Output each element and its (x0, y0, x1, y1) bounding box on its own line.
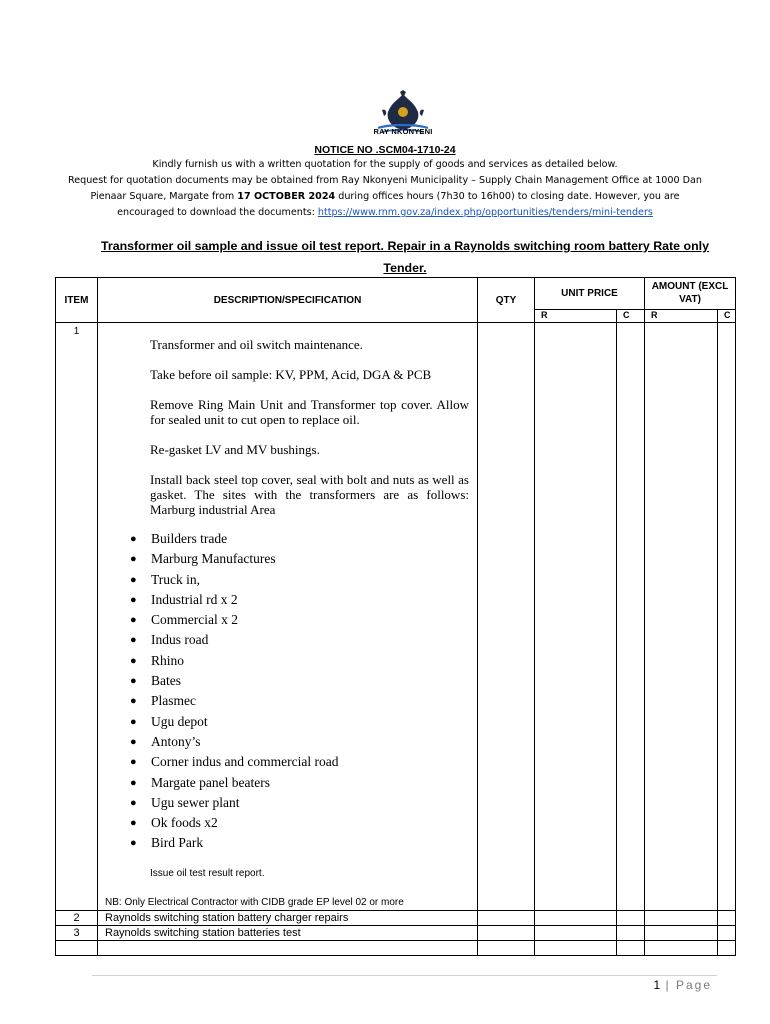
item-number (56, 941, 98, 956)
tender-title: Transformer oil sample and issue oil test report. Repair in a Raynolds switching room battery Rate only Tender. (101, 239, 709, 275)
logo-text: RAY NKONYENI (373, 127, 433, 136)
bullet-icon: ● (130, 796, 137, 809)
bullet-icon: ● (130, 695, 137, 708)
bullet-icon: ● (130, 553, 137, 566)
site-name: Builders trade (151, 531, 228, 546)
site-list-item (130, 793, 477, 813)
table-row (56, 911, 736, 926)
col-header-description: DESCRIPTION/SPECIFICATION (98, 278, 478, 323)
sub-header-cents: C (718, 309, 736, 322)
site-list-item (130, 752, 477, 772)
item-number: 1 (56, 323, 98, 911)
table-row (56, 926, 736, 941)
intro-line-1: Kindly furnish us with a written quotation for the supply of goods and services as detailed below. (152, 159, 618, 170)
site-list-item (130, 549, 477, 569)
page-label: | Page (660, 978, 712, 992)
spec-paragraph: Install back steel top cover, seal with bolt and nuts as well as gasket. The sites with the transformers are as follows: Marburg industrial Area (150, 472, 469, 517)
nb-requirement: NB: Only Electrical Contractor with CIDB grade EP level 02 or more (105, 896, 404, 908)
amount-rand-cell (645, 926, 718, 941)
site-name: Antony’s (151, 733, 201, 749)
site-name: Bates (151, 673, 181, 689)
quotation-table (55, 277, 736, 956)
qty-cell (478, 926, 535, 941)
unit-price-rand-cell (535, 926, 617, 941)
unit-price-cents-cell (617, 911, 645, 926)
intro-text: encouraged to download the documents: (117, 207, 318, 218)
sub-header-rand: R (535, 309, 617, 322)
bullet-icon: ● (130, 593, 137, 606)
tenders-link[interactable]: https://www.rnm.gov.za/index.php/opportunities/tenders/mini-tenders (317, 207, 653, 218)
spec-paragraph: Transformer and oil switch maintenance. (150, 337, 363, 352)
unit-price-rand-cell (535, 941, 617, 956)
unit-price-rand-cell (535, 911, 617, 926)
opening-date: 17 OCTOBER 2024 (237, 191, 336, 202)
site-list-item (130, 529, 477, 549)
site-name: Commercial x 2 (151, 612, 238, 628)
site-name: Industrial rd x 2 (151, 591, 238, 607)
bullet-icon: ● (130, 735, 137, 748)
item-number: 2 (56, 911, 98, 926)
bullet-icon: ● (130, 675, 137, 688)
item-number: 3 (56, 926, 98, 941)
page-number: 1 (653, 978, 661, 992)
site-name: Ugu depot (151, 713, 208, 729)
site-list-item (130, 570, 477, 590)
bullet-icon: ● (130, 614, 137, 627)
bullet-icon: ● (130, 837, 137, 850)
intro-line-4 (20, 205, 750, 221)
site-list-item (130, 651, 477, 671)
bullet-icon: ● (130, 715, 137, 728)
site-list-item (130, 630, 477, 650)
spec-paragraph: Remove Ring Main Unit and Transformer top cover. Allow for sealed unit to cut open to replace oil. (150, 397, 469, 427)
amount-rand-cell (645, 941, 718, 956)
sub-header-cents: C (617, 309, 645, 322)
qty-cell (478, 323, 535, 911)
amount-cents-cell (718, 911, 736, 926)
notice-number: NOTICE NO .SCM04-1710-24 (314, 144, 456, 156)
site-name: Bird Park (151, 835, 204, 851)
sites-list (98, 529, 477, 854)
bullet-icon: ● (130, 533, 137, 545)
spec-paragraph: Re-gasket LV and MV bushings. (150, 442, 320, 457)
unit-price-cents-cell (617, 926, 645, 941)
site-name: Truck in, (151, 571, 201, 587)
amount-cents-cell (718, 941, 736, 956)
site-name: Margate panel beaters (151, 774, 270, 790)
amount-rand-cell (645, 323, 718, 911)
table-row (56, 323, 736, 911)
site-list-item (130, 691, 477, 711)
unit-price-rand-cell (535, 323, 617, 911)
site-name: Indus road (151, 632, 209, 648)
footer-divider (92, 975, 717, 976)
intro-line-2: Request for quotation documents may be obtained from Ray Nkonyeni Municipality – Supply Chain Management Office at 1000 Dan (67, 175, 703, 186)
amount-cents-cell (718, 926, 736, 941)
site-list-item (130, 833, 477, 853)
issue-report-text: Issue oil test result report. (150, 867, 265, 879)
col-header-amount: AMOUNT (EXCL VAT) (645, 278, 736, 310)
col-header-item: ITEM (56, 278, 98, 323)
item-description (98, 323, 478, 911)
bullet-icon: ● (130, 634, 137, 647)
site-name: Plasmec (151, 693, 196, 709)
site-list-item (130, 773, 477, 793)
col-header-unit-price: UNIT PRICE (535, 278, 645, 310)
table-row (56, 941, 736, 956)
site-list-item (130, 813, 477, 833)
site-list-item (130, 732, 477, 752)
bullet-icon: ● (130, 654, 137, 667)
qty-cell (478, 941, 535, 956)
item-description: Raynolds switching station battery charger repairs (98, 911, 478, 926)
bullet-icon: ● (130, 573, 137, 586)
site-list-item (130, 590, 477, 610)
bullet-icon: ● (130, 817, 137, 830)
bullet-icon: ● (130, 776, 137, 789)
item-description (98, 941, 478, 956)
site-name: Ugu sewer plant (151, 794, 240, 810)
site-list-item (130, 671, 477, 691)
col-header-qty: QTY (478, 278, 535, 323)
amount-cents-cell (718, 323, 736, 911)
page-footer (560, 978, 712, 992)
item-description: Raynolds switching station batteries test (98, 926, 478, 941)
unit-price-cents-cell (617, 323, 645, 911)
spec-paragraph: Take before oil sample: KV, PPM, Acid, DGA & PCB (150, 367, 432, 382)
bullet-icon: ● (130, 756, 137, 769)
intro-text: Pienaar Square, Margate from (90, 191, 238, 202)
site-name: Marburg Manufactures (151, 551, 276, 567)
site-list-item (130, 712, 477, 732)
sub-header-rand: R (645, 309, 718, 322)
site-name: Ok foods x2 (151, 815, 218, 831)
site-name: Rhino (151, 652, 185, 668)
intro-text: during offices hours (7h30 to 16h00) to closing date. However, you are (335, 191, 680, 202)
site-list-item (130, 610, 477, 630)
unit-price-cents-cell (617, 941, 645, 956)
qty-cell (478, 911, 535, 926)
intro-line-3 (20, 189, 750, 205)
amount-rand-cell (645, 911, 718, 926)
site-name: Corner indus and commercial road (151, 754, 339, 770)
